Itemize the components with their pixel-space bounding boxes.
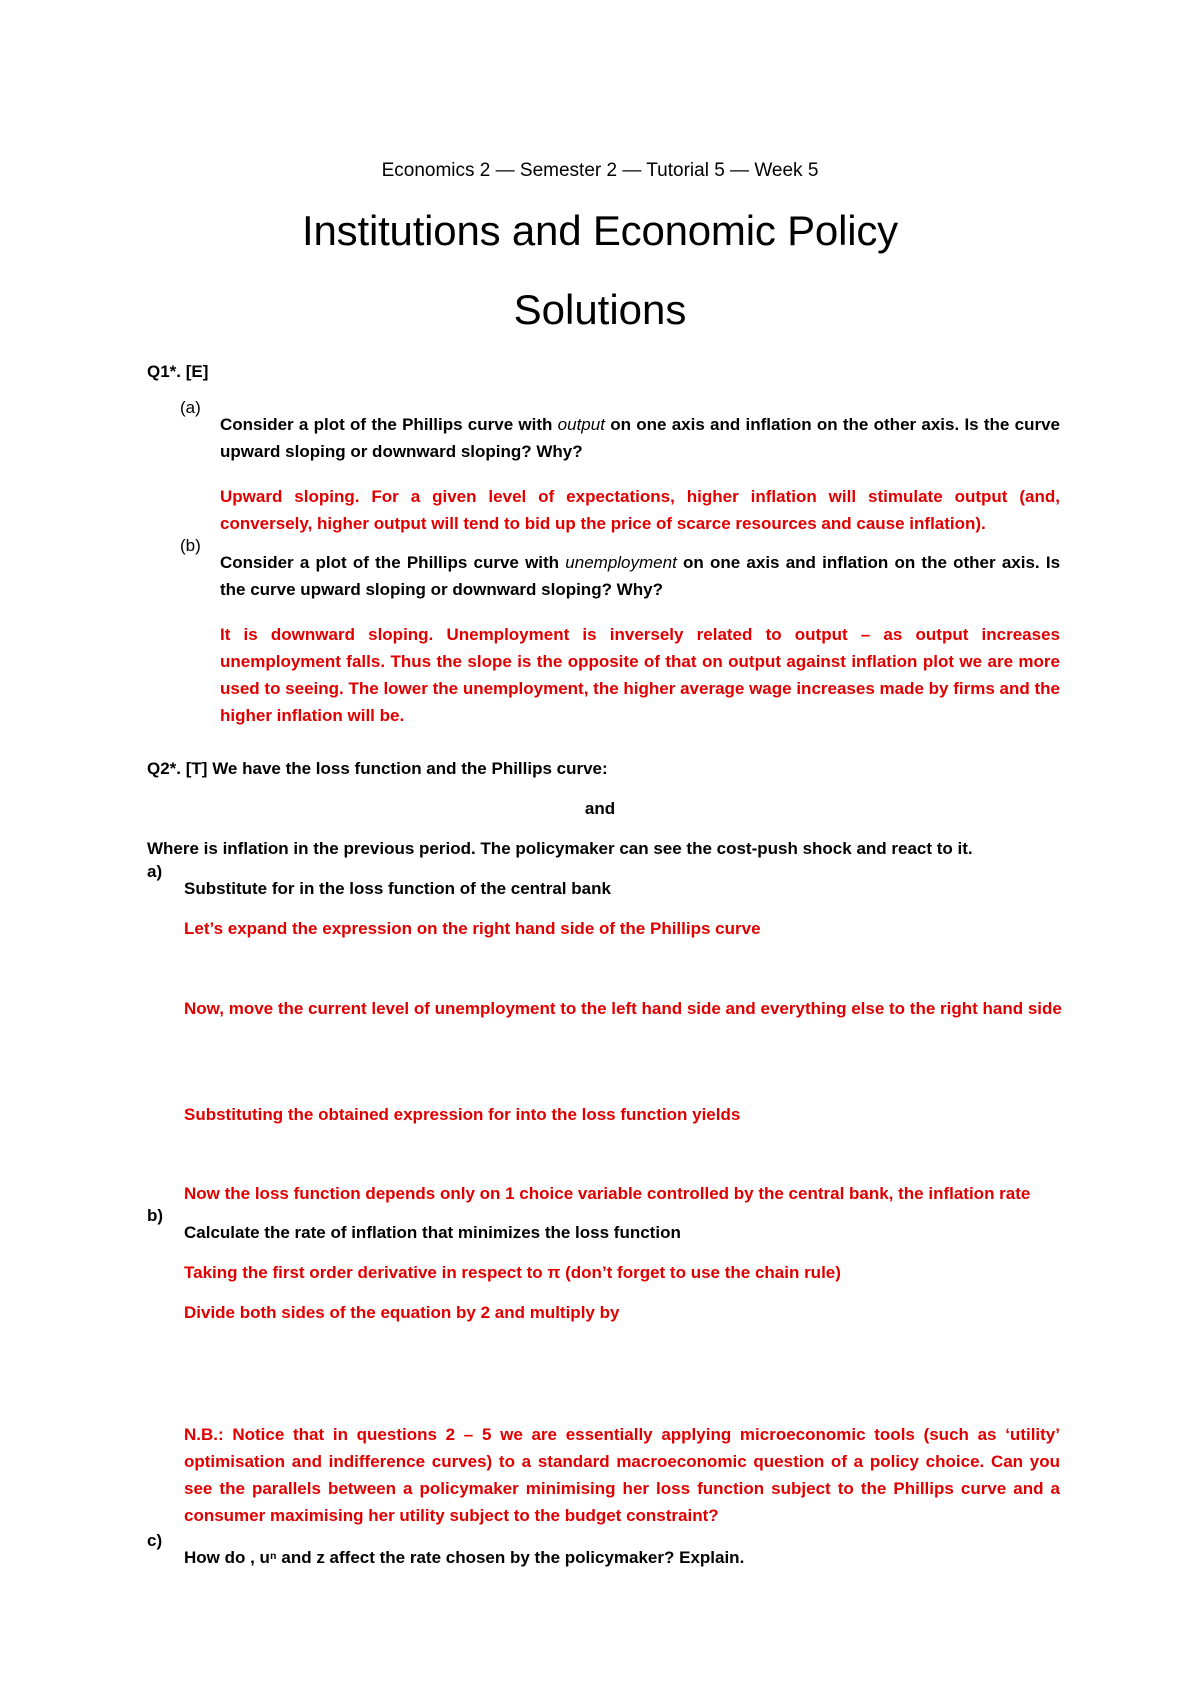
q1a-marker: (a) — [180, 398, 201, 417]
q1b-question — [220, 549, 1060, 603]
q2-and-word: and — [584, 799, 616, 818]
q1b-question-post: on one axis and inflation on the other axis. Is the curve upward sloping or downward sloping? Why? — [220, 553, 1061, 599]
q2b-step1: Taking the first order derivative in respect to π (don’t forget to use the chain rule) — [184, 1263, 841, 1282]
q1a-question — [220, 411, 1060, 465]
q2-intro-line — [147, 755, 1067, 782]
course-header: Economics 2 — Semester 2 — Tutorial 5 — Week 5 — [381, 160, 819, 181]
q1a-question-post: on one axis and inflation on the other axis. Is the curve upward sloping or downward sloping? Why? — [220, 415, 1060, 461]
q2a-step2: Now, move the current level of unemployment to the left hand side and everything else to the right hand side — [184, 999, 1062, 1018]
q2-label: Q2*. — [147, 759, 182, 778]
q2c-marker: c) — [147, 1531, 163, 1550]
q2-where-line: Where is inflation in the previous period. The policymaker can see the cost-push shock and react to it. — [147, 839, 973, 858]
q2b-marker: b) — [147, 1206, 164, 1225]
q2c-question: How do , uⁿ and z affect the rate chosen by the policymaker? Explain. — [184, 1548, 745, 1567]
q1a-answer: Upward sloping. For a given level of expectations, higher inflation will stimulate output (and, conversely, higher output will tend to bid up the price of scarce resources and cause inflation). — [220, 487, 1060, 533]
q2a-marker: a) — [147, 862, 163, 881]
q1b-marker: (b) — [180, 536, 201, 555]
q1a-question-pre: Consider a plot of the Phillips curve with — [220, 415, 553, 434]
q1b-answer: It is downward sloping. Unemployment is inversely related to output – as output increases unemployment falls. Thus the slope is the opposite of that on output against inflation plot we are more used to seeing. The lower the unemployment, the higher average wage increases made by firms and the higher inflation will be. — [220, 625, 1060, 725]
page-title: Institutions and Economic Policy — [302, 207, 898, 254]
q2b-nb: N.B.: Notice that in questions 2 – 5 we are essentially applying microeconomic tools (such as ‘utility’ optimisation and indifference curves) to a standard macroeconomic question of a policy choice. Can you see the parallels between a policymaker minimising her loss function subject to the Phillips curve and a consumer maximising her utility subject to the budget constraint? — [184, 1425, 1060, 1525]
page-subtitle: Solutions — [513, 286, 687, 333]
q2-intro: [T] We have the loss function and the Phillips curve: — [185, 759, 608, 778]
q1a-question-emph: output — [557, 415, 605, 434]
q1b-question-pre: Consider a plot of the Phillips curve with — [220, 553, 560, 572]
q2a-question: Substitute for in the loss function of the central bank — [184, 879, 611, 898]
q2b-step2: Divide both sides of the equation by 2 and multiply by — [184, 1303, 620, 1322]
q1-label: Q1*. [E] — [147, 362, 209, 381]
q2a-step1: Let’s expand the expression on the right hand side of the Phillips curve — [184, 919, 761, 938]
q2a-step3: Substituting the obtained expression for into the loss function yields — [184, 1105, 741, 1124]
q1b-question-emph: unemployment — [565, 553, 677, 572]
q2b-question: Calculate the rate of inflation that minimizes the loss function — [184, 1223, 681, 1242]
q2a-step4: Now the loss function depends only on 1 choice variable controlled by the central bank, the inflation rate — [184, 1184, 1031, 1203]
